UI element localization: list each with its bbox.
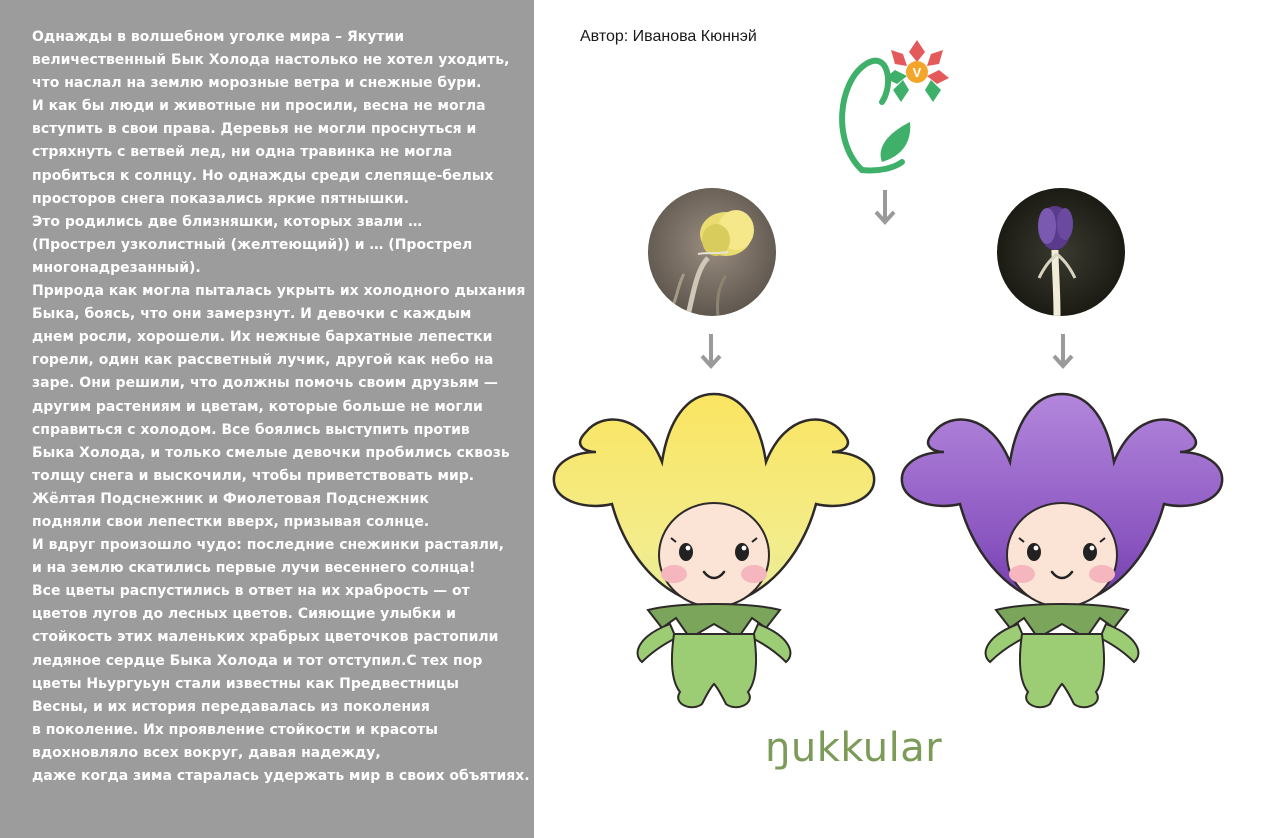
story-line: Быка, боясь, что они замерзнут. И девочки с каждым bbox=[32, 306, 472, 323]
logo-badge-letter: V bbox=[912, 65, 922, 80]
story-line: в поколение. Их проявление стойкости и красоты bbox=[32, 721, 438, 738]
author-label: Автор: Иванова Кюннэй bbox=[580, 28, 757, 45]
story-line: горели, один как рассветный лучик, другой как небо на bbox=[32, 352, 494, 369]
purple-flower-mascot bbox=[900, 392, 1224, 712]
story-line: величественный Бык Холода настолько не хотел уходить, bbox=[32, 52, 510, 69]
down-arrow-icon bbox=[1051, 334, 1075, 372]
story-line: Все цветы распустились в ответ на их храбрость — от bbox=[32, 583, 470, 600]
story-line: многонадрезанный). bbox=[32, 259, 201, 276]
story-line: Это родились две близняшки, которых звали … bbox=[32, 213, 423, 230]
story-line: вдохновляло всех вокруг, давая надежду, bbox=[32, 744, 381, 761]
story-line: и на землю скатились первые лучи весеннего солнца! bbox=[32, 560, 476, 577]
story-line: просторов снега показались яркие пятнышки. bbox=[32, 190, 410, 207]
story-line: Быка Холода, и только смелые девочки пробились сквозь bbox=[32, 444, 510, 461]
story-line: цветов лугов до лесных цветов. Сияющие улыбки и bbox=[32, 606, 456, 623]
story-line: ледяное сердце Быка Холода и тот отступил.С тех пор bbox=[32, 652, 483, 669]
story-line: подняли свои лепестки вверх, призывая солнце. bbox=[32, 513, 430, 530]
story-line: справиться с холодом. Все боялись выступить против bbox=[32, 421, 470, 438]
story-panel bbox=[0, 0, 534, 838]
story-line: И вдруг произошло чудо: последние снежинки растаяли, bbox=[32, 537, 504, 554]
story-line: вступить в свои права. Деревья не могли проснуться и bbox=[32, 121, 477, 138]
story-line: Весны, и их история передавалась из поколения bbox=[32, 698, 430, 715]
story-line: стряхнуть с ветвей лед, ни одна травинка не могла bbox=[32, 144, 453, 161]
story-line: днем росли, хорошели. Их нежные бархатные лепестки bbox=[32, 329, 493, 346]
purple-pasqueflower-photo bbox=[997, 188, 1125, 316]
story-line: цветы Ньургуьун стали известны как Предвестницы bbox=[32, 675, 459, 692]
story-line: стойкость этих маленьких храбрых цветочков растопили bbox=[32, 629, 499, 646]
story-line: (Прострел узколистный (желтеющий)) и … (Прострел bbox=[32, 236, 473, 253]
story-line: пробиться к солнцу. Но однажды среди слепяще-белых bbox=[32, 167, 494, 184]
story-text bbox=[32, 26, 530, 788]
flower-logo-icon bbox=[832, 22, 972, 184]
story-line: заре. Они решили, что должны помочь своим друзьям — bbox=[32, 375, 498, 392]
yellow-pasqueflower-photo bbox=[648, 188, 776, 316]
yellow-flower-mascot bbox=[552, 392, 876, 712]
story-line: даже когда зима старалась удержать мир в своих объятиях. bbox=[32, 768, 530, 784]
down-arrow-icon bbox=[699, 334, 723, 372]
brand-name: ŋukkular bbox=[765, 725, 943, 771]
story-line: Однажды в волшебном уголке мира – Якутии bbox=[32, 29, 405, 45]
story-line: другим растениям и цветам, которые больше не могли bbox=[32, 398, 483, 415]
story-line: толщу снега и выскочили, чтобы приветствовать мир. bbox=[32, 467, 475, 484]
story-line: Природа как могла пыталась укрыть их холодного дыхания bbox=[32, 283, 526, 300]
story-line: И как бы люди и животные ни просили, весна не могла bbox=[32, 98, 486, 115]
story-line: что наслал на землю морозные ветра и снежные бури. bbox=[32, 75, 482, 92]
down-arrow-icon bbox=[873, 190, 897, 228]
story-line: Жёлтая Подснежник и Фиолетовая Подснежник bbox=[32, 490, 429, 507]
